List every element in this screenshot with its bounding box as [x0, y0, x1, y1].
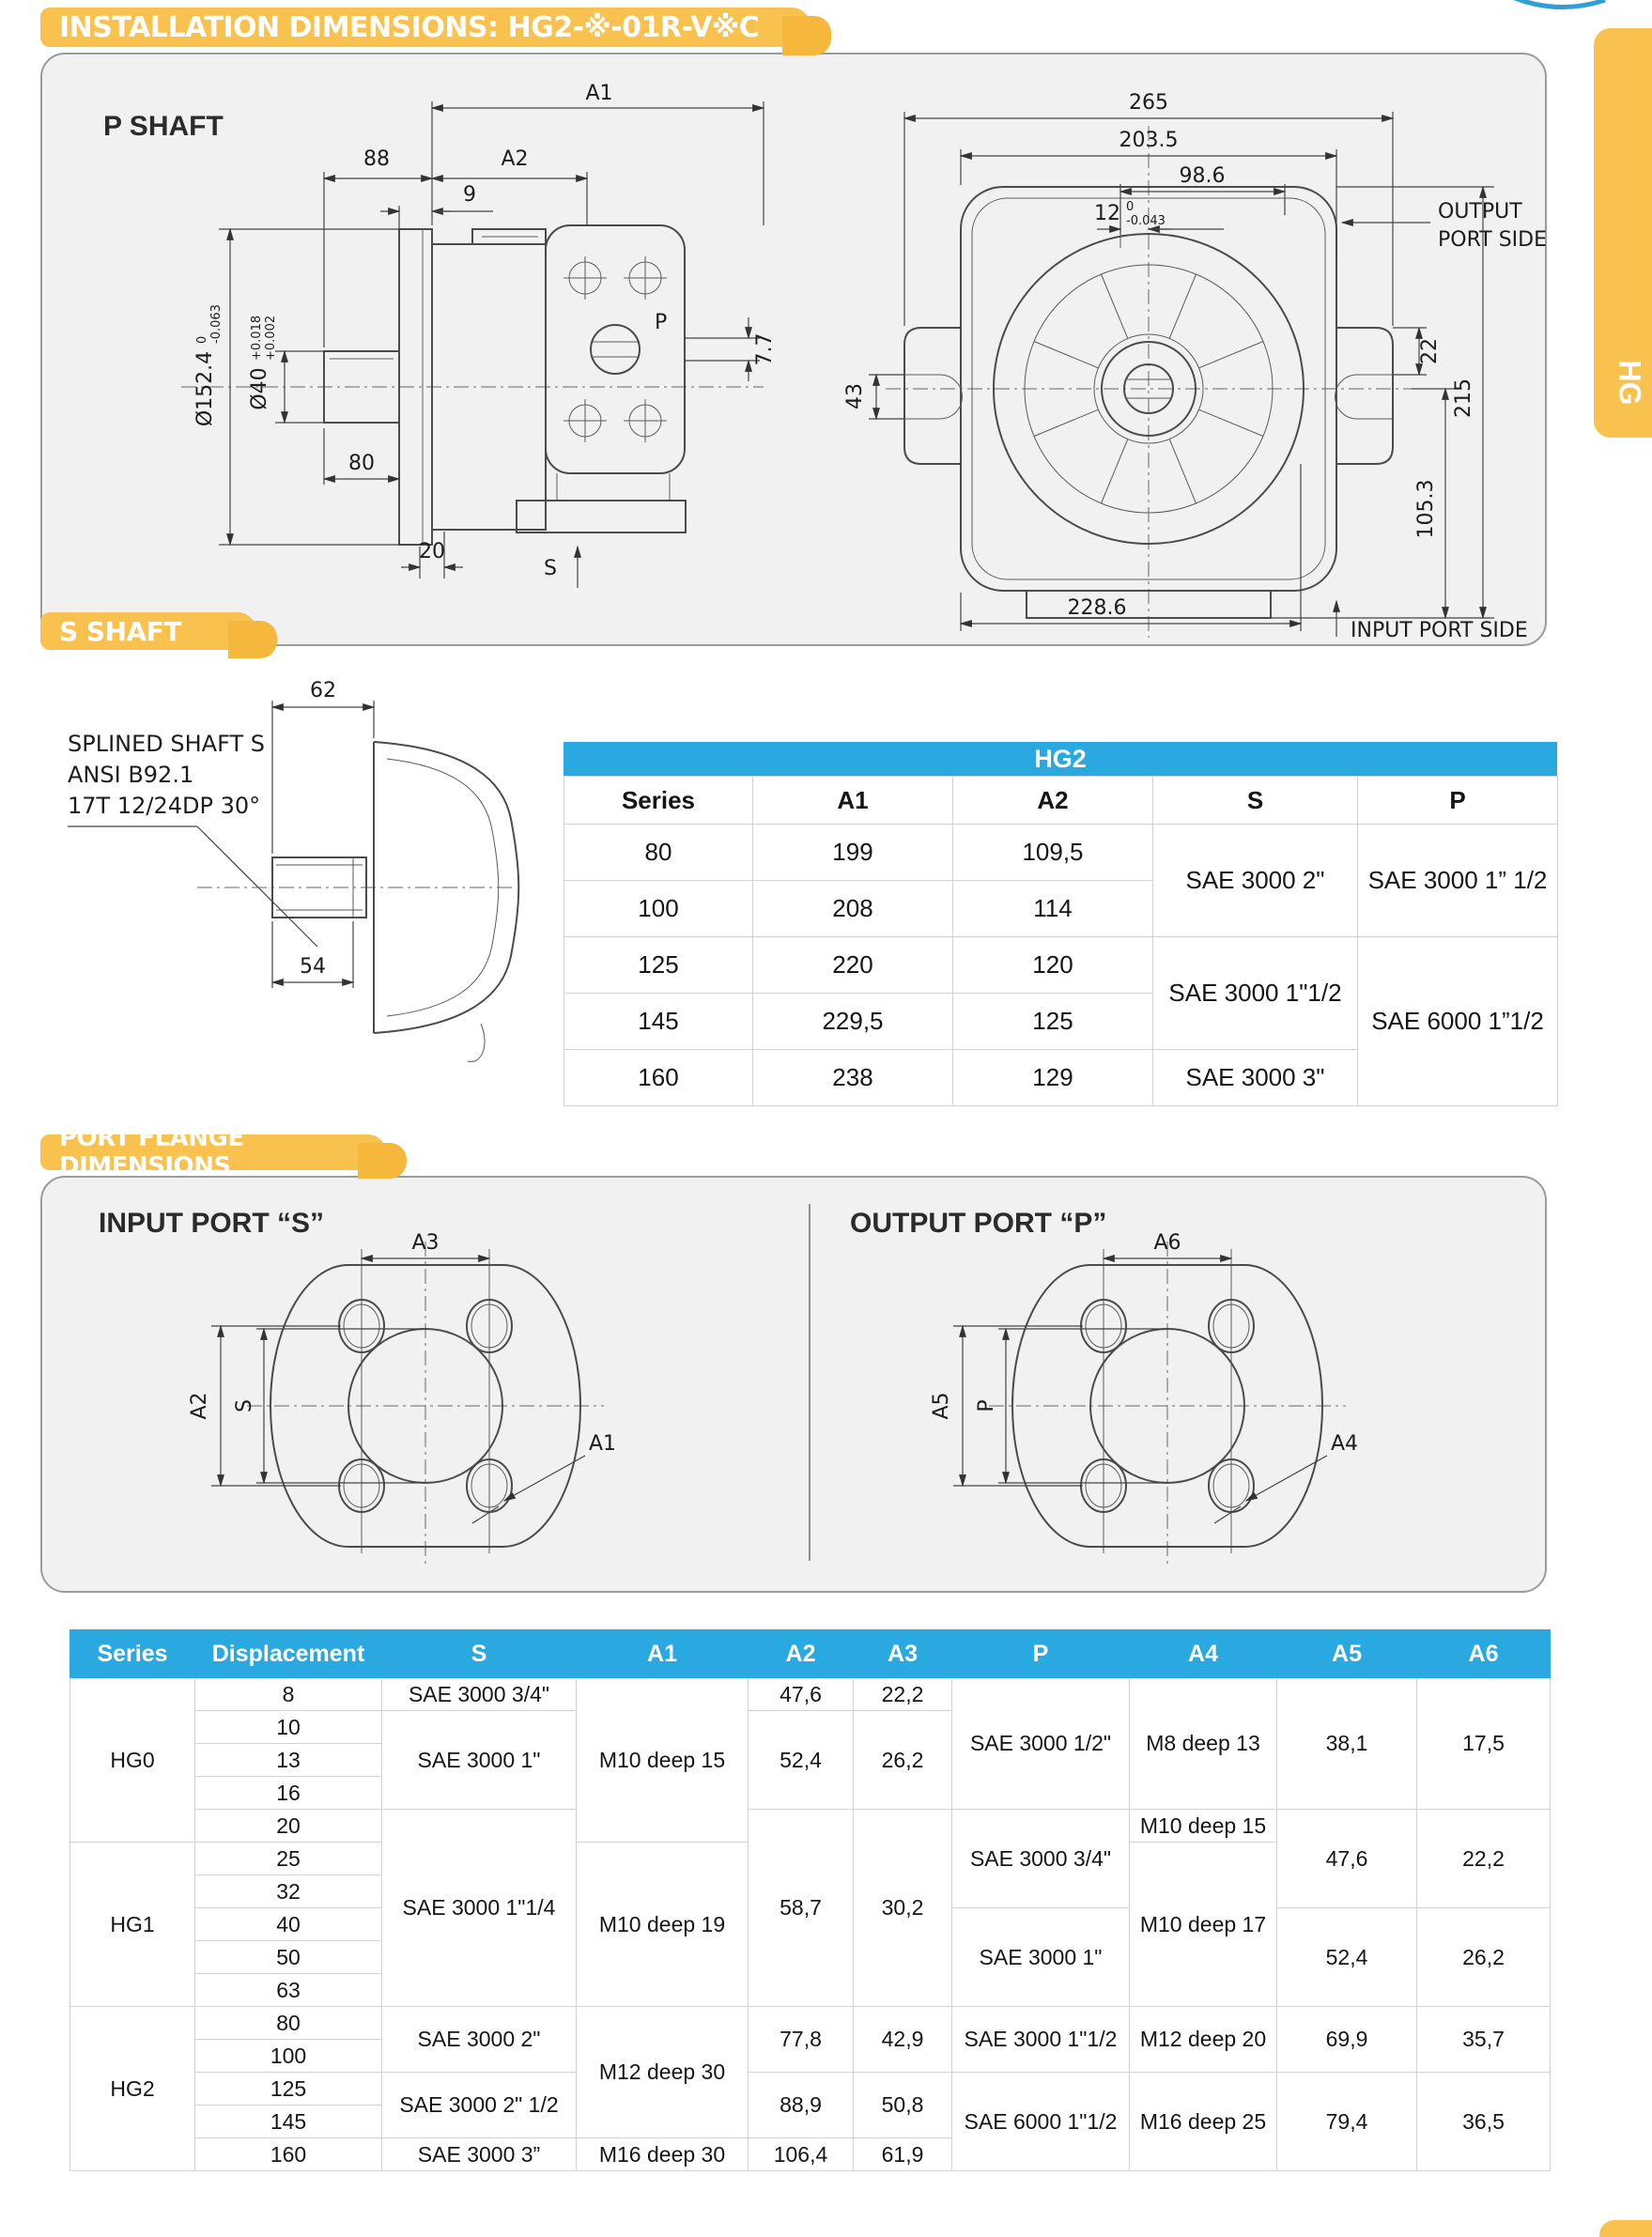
table-cell: 36,5 — [1417, 2073, 1551, 2171]
table-cell: 125 — [953, 994, 1153, 1050]
dim-a1: A1 — [585, 82, 613, 105]
column-header: Series — [564, 777, 753, 825]
s-shaft-banner-title: S SHAFT — [59, 615, 181, 647]
bolt-holes-side — [564, 256, 667, 442]
dim-265: 265 — [1129, 91, 1168, 115]
dim-s-flange: S — [233, 1399, 256, 1412]
column-header: P — [952, 1630, 1130, 1678]
column-header: A2 — [953, 777, 1153, 825]
table-cell: 17,5 — [1417, 1678, 1551, 1810]
hg2-table-title: HG2 — [564, 742, 1557, 776]
table-cell: 52,4 — [749, 1711, 854, 1810]
table-cell: 106,4 — [749, 2138, 854, 2171]
port-flange-banner-title: PORT FLANGE DIMENSIONS — [59, 1124, 244, 1180]
column-header: A4 — [1130, 1630, 1277, 1678]
table-row — [70, 1810, 1551, 1843]
p-shaft-label: P SHAFT — [103, 111, 224, 142]
table-cell: SAE 3000 3/4" — [382, 1678, 577, 1711]
table-cell: SAE 3000 2" — [1153, 825, 1358, 937]
table-row — [70, 2073, 1551, 2106]
column-header: A1 — [753, 777, 953, 825]
input-port-flange-drawing — [106, 1204, 745, 1580]
table-row — [564, 937, 1558, 994]
table-cell: 100 — [564, 881, 753, 937]
column-header: S — [382, 1630, 577, 1678]
table-cell: 50 — [195, 1941, 382, 1974]
table-cell: 26,2 — [1417, 1908, 1551, 2007]
table-cell: 199 — [753, 825, 953, 881]
table-cell: SAE 3000 1"1/4 — [382, 1810, 577, 2007]
table-cell: SAE 6000 1"1/2 — [952, 2073, 1130, 2171]
dim-a6: A6 — [1153, 1231, 1181, 1255]
s-shaft-geometry — [197, 742, 518, 1062]
svg-text:+0.002: +0.002 — [264, 315, 278, 361]
dim-215: 215 — [1452, 378, 1475, 418]
table-cell: M12 deep 30 — [577, 2007, 749, 2138]
input-port-title: INPUT PORT “S” — [99, 1208, 325, 1239]
table-cell: 40 — [195, 1908, 382, 1941]
dim-a5-flange: A5 — [930, 1392, 953, 1420]
column-header: Series — [70, 1630, 195, 1678]
dim-54: 54 — [300, 955, 326, 979]
table-cell: 79,4 — [1277, 2073, 1417, 2171]
table-cell: 25 — [195, 1843, 382, 1875]
table-cell: 26,2 — [854, 1711, 952, 1810]
dimension-table-container — [69, 1629, 1550, 2171]
table-row — [564, 825, 1558, 881]
table-cell: SAE 3000 1” 1/2 — [1358, 825, 1558, 937]
table-cell: HG1 — [70, 1843, 195, 2007]
p-shaft-side-view-drawing — [162, 60, 876, 642]
table-cell: 8 — [195, 1678, 382, 1711]
svg-text:+0.018: +0.018 — [250, 315, 264, 361]
table-cell: M16 deep 30 — [577, 2138, 749, 2171]
dim-98-6: 98.6 — [1179, 164, 1226, 188]
table-cell: SAE 3000 1" — [952, 1908, 1130, 2007]
table-cell: 63 — [195, 1974, 382, 2007]
svg-text:0: 0 — [195, 335, 209, 344]
table-cell: 58,7 — [749, 1810, 854, 2007]
table-cell: 10 — [195, 1711, 382, 1744]
hg2-table-head — [564, 777, 1558, 825]
bearing-spokes — [1034, 274, 1263, 503]
output-port-flange-drawing — [848, 1204, 1487, 1580]
svg-text:-0.063: -0.063 — [209, 304, 224, 344]
dimension-table-head — [70, 1630, 1551, 1678]
table-cell: 16 — [195, 1777, 382, 1810]
table-row — [70, 2007, 1551, 2040]
left-mounting-tab — [904, 328, 962, 464]
table-cell: SAE 3000 1" — [382, 1711, 577, 1810]
dim-22: 22 — [1418, 338, 1442, 364]
table-cell: 208 — [753, 881, 953, 937]
table-cell: 80 — [564, 825, 753, 881]
column-header: Displacement — [195, 1630, 382, 1678]
table-cell: 145 — [195, 2106, 382, 2138]
dim-88: 88 — [363, 147, 390, 171]
output-port-side-label-1: OUTPUT — [1438, 200, 1522, 224]
dim-a2-flange: A2 — [188, 1392, 211, 1420]
dim-20: 20 — [419, 540, 445, 563]
header-row — [564, 777, 1558, 825]
side-tab-hg — [1594, 28, 1652, 438]
table-cell: SAE 3000 2" 1/2 — [382, 2073, 577, 2138]
table-cell: 220 — [753, 937, 953, 994]
spline-note-line3: 17T 12/24DP 30° — [68, 793, 261, 819]
dim-a3: A3 — [411, 1231, 440, 1255]
dim-flange-diameter — [193, 304, 224, 426]
table-cell: 35,7 — [1417, 2007, 1551, 2073]
table-cell: 20 — [195, 1810, 382, 1843]
dim-105-3: 105.3 — [1414, 479, 1438, 539]
s-shaft-annotations — [68, 679, 374, 988]
table-cell: SAE 3000 3/4" — [952, 1810, 1130, 1908]
hg2-table — [564, 776, 1558, 1106]
table-cell: 129 — [953, 1050, 1153, 1106]
output-port-side-label-2: PORT SIDE — [1438, 228, 1547, 252]
dim-228-6: 228.6 — [1067, 596, 1127, 620]
table-cell: SAE 3000 3" — [1153, 1050, 1358, 1106]
installation-dimensions-banner — [40, 8, 811, 47]
column-header: A3 — [854, 1630, 952, 1678]
table-cell: SAE 3000 3” — [382, 2138, 577, 2171]
dim-9: 9 — [463, 183, 476, 207]
table-cell: HG0 — [70, 1678, 195, 1843]
p-port-side — [591, 325, 640, 374]
svg-text:Ø152.4: Ø152.4 — [193, 350, 217, 427]
table-cell: 88,9 — [749, 2073, 854, 2138]
dim-a4-flange: A4 — [1331, 1432, 1359, 1456]
dim-12-tol-bottom: -0.043 — [1126, 214, 1166, 228]
table-cell: 13 — [195, 1744, 382, 1777]
table-cell: 77,8 — [749, 2007, 854, 2073]
table-cell: 160 — [564, 1050, 753, 1106]
svg-text:Ø40: Ø40 — [248, 367, 271, 410]
table-cell: 80 — [195, 2007, 382, 2040]
s-shaft-banner — [40, 612, 256, 650]
table-cell: M10 deep 17 — [1130, 1843, 1277, 2007]
right-mounting-tab — [1335, 328, 1393, 464]
table-cell: SAE 6000 1”1/2 — [1358, 937, 1558, 1106]
dim-p-flange: P — [975, 1399, 998, 1412]
table-cell: 22,2 — [854, 1678, 952, 1711]
side-view-dimensions — [193, 82, 777, 588]
dim-12: 12 — [1094, 202, 1120, 225]
table-cell: 145 — [564, 994, 753, 1050]
table-cell: M10 deep 15 — [1130, 1810, 1277, 1843]
table-cell: M8 deep 13 — [1130, 1678, 1277, 1810]
table-cell: SAE 3000 1/2" — [952, 1678, 1130, 1810]
table-cell: 114 — [953, 881, 1153, 937]
table-cell: 120 — [953, 937, 1153, 994]
s-port-label: S — [544, 557, 557, 580]
column-header: S — [1153, 777, 1358, 825]
bottom-corner-tab-fragment — [1599, 2220, 1652, 2237]
table-cell: 50,8 — [854, 2073, 952, 2138]
header-row — [70, 1630, 1551, 1678]
dim-shaft-diameter — [248, 316, 278, 410]
hg2-table-body — [564, 825, 1558, 1106]
table-cell: SAE 3000 1"1/2 — [1153, 937, 1358, 1050]
table-cell: 100 — [195, 2040, 382, 2073]
s-shaft-drawing — [56, 657, 545, 1108]
table-cell: 38,1 — [1277, 1678, 1417, 1810]
dimension-table-body — [70, 1678, 1551, 2171]
table-cell: M10 deep 19 — [577, 1843, 749, 2007]
table-cell: M16 deep 25 — [1130, 2073, 1277, 2171]
output-port-title: OUTPUT PORT “P” — [850, 1208, 1107, 1239]
table-cell: 47,6 — [749, 1678, 854, 1711]
spline-note-line1: SPLINED SHAFT S — [68, 731, 265, 757]
table-cell: 42,9 — [854, 2007, 952, 2073]
output-flange-geometry — [989, 1242, 1346, 1566]
table-cell: 109,5 — [953, 825, 1153, 881]
table-cell: 22,2 — [1417, 1810, 1551, 1908]
table-cell: M12 deep 20 — [1130, 2007, 1277, 2073]
table-cell: 125 — [564, 937, 753, 994]
table-cell: 52,4 — [1277, 1908, 1417, 2007]
table-cell: 47,6 — [1277, 1810, 1417, 1908]
column-header: A6 — [1417, 1630, 1551, 1678]
input-port-side-label: INPUT PORT SIDE — [1351, 619, 1528, 642]
side-tab-label: HG — [1613, 360, 1647, 406]
column-header: P — [1358, 777, 1558, 825]
table-cell: 238 — [753, 1050, 953, 1106]
dim-a2: A2 — [501, 147, 529, 171]
logo-swoosh-fragment — [1513, 0, 1607, 11]
port-flange-banner — [40, 1124, 386, 1180]
flange-section-divider — [809, 1204, 811, 1561]
table-cell: 61,9 — [854, 2138, 952, 2171]
spline-note-line2: ANSI B92.1 — [68, 762, 194, 788]
column-header: A5 — [1277, 1630, 1417, 1678]
p-shaft-front-view-drawing — [811, 60, 1547, 642]
input-flange-geometry — [247, 1242, 604, 1566]
table-row — [70, 1678, 1551, 1711]
table-cell: SAE 3000 2" — [382, 2007, 577, 2073]
dim-43: 43 — [843, 383, 867, 409]
table-cell: 160 — [195, 2138, 382, 2171]
column-header: A2 — [749, 1630, 854, 1678]
table-cell: M10 deep 15 — [577, 1678, 749, 1843]
dim-a1-flange: A1 — [589, 1432, 617, 1456]
dim-62: 62 — [310, 679, 336, 702]
table-cell: 69,9 — [1277, 2007, 1417, 2073]
p-port-label: P — [655, 311, 668, 334]
pump-front-geometry — [886, 126, 1412, 638]
table-cell: 32 — [195, 1875, 382, 1908]
dim-203-5: 203.5 — [1119, 129, 1179, 152]
dimension-table — [69, 1629, 1551, 2171]
dim-80: 80 — [348, 452, 375, 475]
dim-7-7: 7.7 — [753, 332, 777, 366]
table-cell: 125 — [195, 2073, 382, 2106]
table-cell: 30,2 — [854, 1810, 952, 2007]
dim-12-tol-top: 0 — [1126, 200, 1135, 214]
table-cell: 229,5 — [753, 994, 953, 1050]
banner-title: INSTALLATION DIMENSIONS: HG2-※-01R-V※C — [59, 10, 760, 44]
table-cell: HG2 — [70, 2007, 195, 2171]
table-cell: SAE 3000 1"1/2 — [952, 2007, 1130, 2073]
front-view-dimensions — [843, 91, 1547, 642]
column-header: A1 — [577, 1630, 749, 1678]
hg2-table-container — [564, 742, 1557, 1106]
